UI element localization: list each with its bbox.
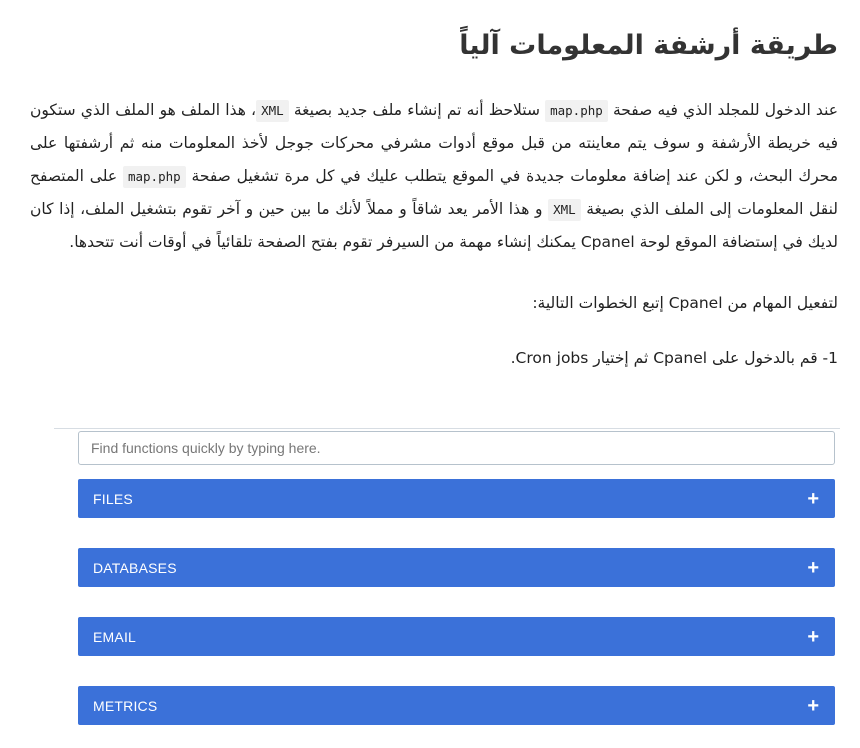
category-label: METRICS [93, 697, 158, 714]
plus-icon[interactable]: + [807, 487, 819, 510]
step-1: 1- قم بالدخول على Cpanel ثم إختيار Cron jobs. [510, 349, 838, 367]
article [30, 18, 838, 375]
inline-code: XML [548, 199, 581, 221]
paragraph-text: ستلاحظ أنه تم إنشاء ملف جديد بصيغة [288, 101, 546, 119]
category-label: DATABASES [93, 559, 177, 576]
plus-icon[interactable]: + [807, 556, 819, 579]
category-files[interactable] [78, 479, 835, 518]
inline-code: map.php [123, 166, 186, 188]
category-label: EMAIL [93, 628, 137, 645]
paragraph-text: ، هذا الملف هو الملف الذي ستكون فيه خريطة الأرشفة و سوف يتم معاينته من قبل موقع أدوات مشرفي محركات جوجل لأخذ المعلومات منه ثم أرشفتها على محرك البحث، و لكن عند إضافة معلومات جديدة في الموقع يتطلب عليك في كل مرة تشغيل صفحة [30, 101, 838, 185]
paragraph-text: عند الدخول للمجلد الذي فيه صفحة [607, 101, 838, 119]
inline-code: XML [256, 100, 289, 122]
divider [54, 428, 840, 429]
paragraph-text: و هذا الأمر يعد شاقاً و مملاً لأنك ما بين حين و آخر تقوم بتشغيل الملف، إذا كان لديك في إستضافة الموقع لوحة Cpanel يمكنك إنشاء مهمة من السيرفر تقوم بفتح الصفحة تلقائياً في أوقات أنت تتحدها. [30, 200, 838, 251]
inline-code: map.php [545, 100, 608, 122]
search-input[interactable] [78, 431, 835, 465]
article-title: طريقة أرشفة المعلومات آلياً [459, 30, 838, 61]
plus-icon[interactable]: + [807, 694, 819, 717]
category-email[interactable] [78, 617, 835, 656]
category-databases[interactable] [78, 548, 835, 587]
category-label: FILES [93, 490, 133, 507]
category-metrics[interactable] [78, 686, 835, 725]
plus-icon[interactable]: + [807, 625, 819, 648]
cpanel-screenshot [78, 431, 835, 725]
article-paragraph [30, 94, 838, 259]
steps-intro: لتفعيل المهام من Cpanel إتبع الخطوات التالية: [532, 294, 838, 312]
paragraph-text: على المتصفح لنقل المعلومات إلى الملف الذي بصيغة [30, 167, 838, 218]
